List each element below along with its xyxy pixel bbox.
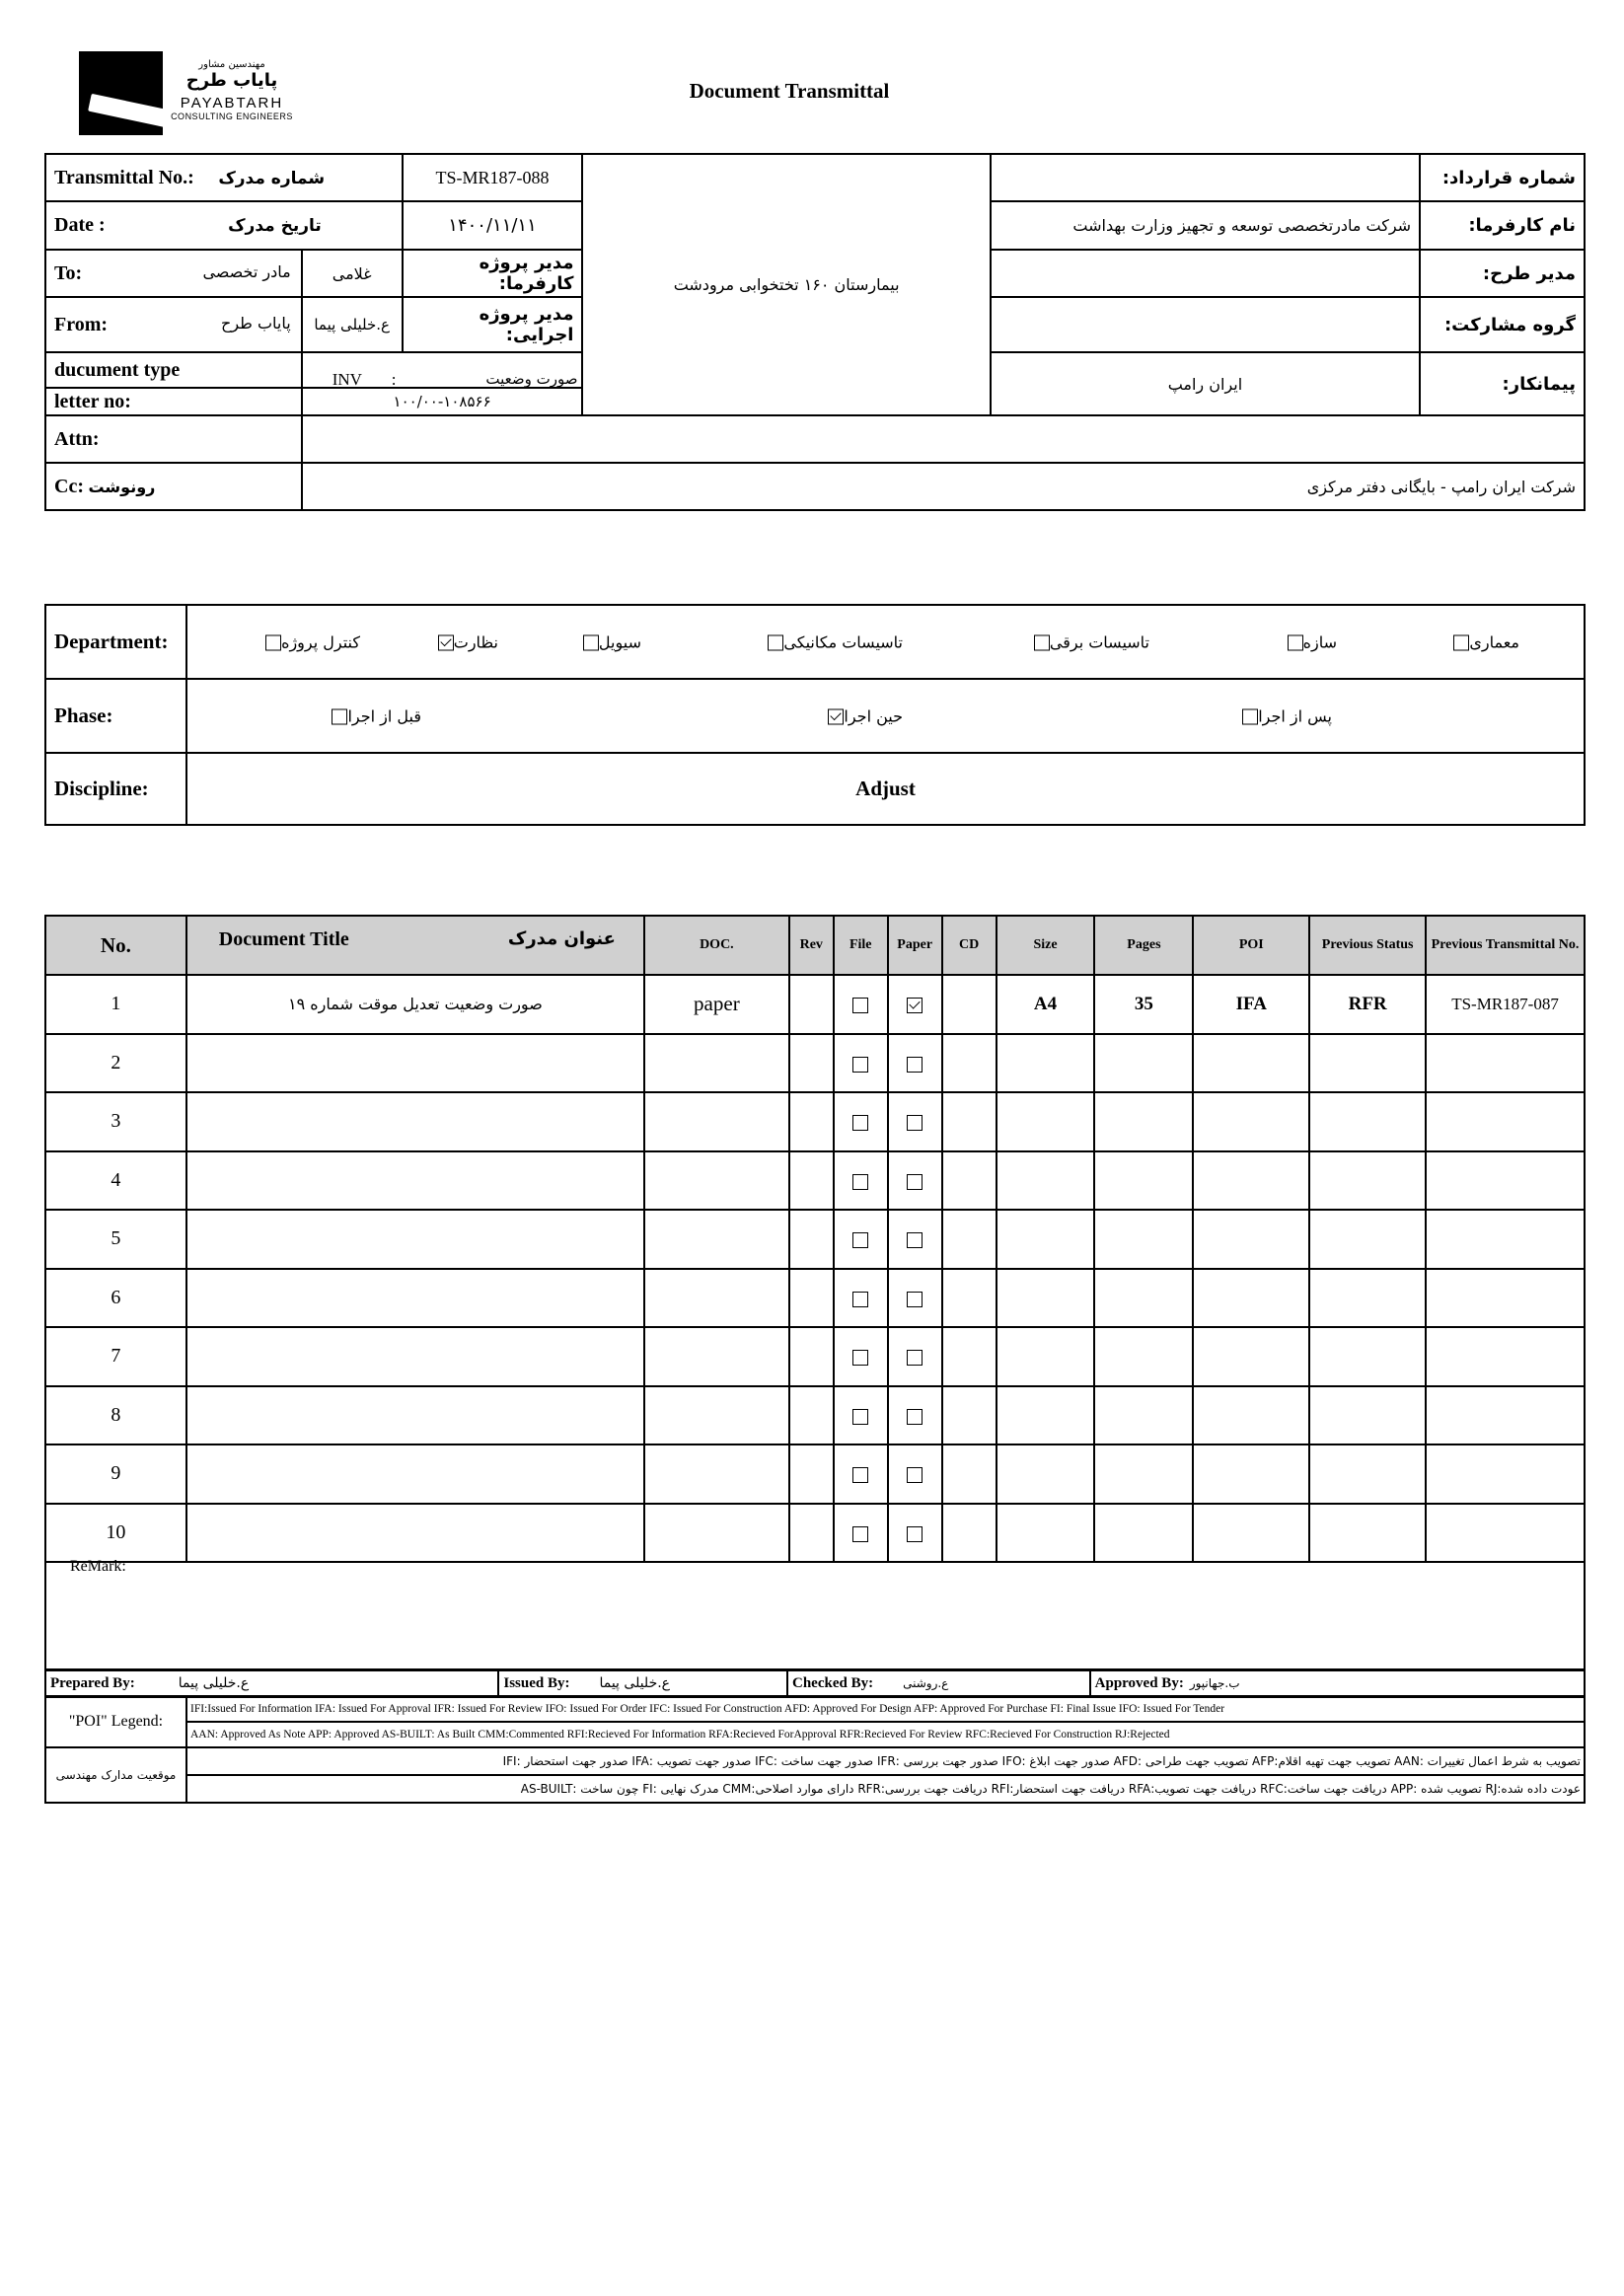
department-option-structure[interactable]: [1278, 632, 1337, 651]
column-header-doc: DOC.: [644, 916, 789, 975]
cell-paper[interactable]: [888, 1210, 942, 1269]
checkbox-icon[interactable]: [852, 1467, 868, 1483]
department-option-civil[interactable]: [573, 632, 641, 651]
option-label: حین اجرا: [844, 706, 903, 725]
checkbox-icon[interactable]: [768, 635, 783, 651]
cell-pages: [1094, 1269, 1193, 1328]
cell-rev: [789, 1444, 834, 1504]
table-row: [45, 1034, 1585, 1093]
department-label: Department:: [45, 605, 186, 679]
column-header-cd: CD: [942, 916, 997, 975]
to-person-label: مدیر پروژه کارفرما:: [403, 250, 583, 297]
cell-poi: [1193, 1151, 1309, 1211]
to-label: To:: [54, 261, 83, 284]
attn-value: [302, 415, 1585, 463]
employer-value: شرکت مادرتخصصی توسعه و تجهیز وزارت بهداشت: [991, 201, 1420, 250]
cell-poi: IFA: [1193, 975, 1309, 1034]
from-person: ع.خلیلی پیما: [302, 297, 403, 352]
cell-prev-status: [1309, 1151, 1426, 1211]
cell-no: 7: [45, 1327, 186, 1386]
cell-size: [997, 1151, 1095, 1211]
cell-file[interactable]: [834, 1210, 888, 1269]
cell-title: [186, 1151, 644, 1211]
checkbox-icon[interactable]: [828, 709, 844, 725]
table-row: [45, 1151, 1585, 1211]
checkbox-icon[interactable]: [852, 998, 868, 1013]
cell-cd: [942, 1151, 997, 1211]
prepared-by-label: Prepared By:: [50, 1675, 135, 1691]
cell-pages: 35: [1094, 975, 1193, 1034]
table-row: [45, 1444, 1585, 1504]
cell-paper[interactable]: [888, 1386, 942, 1445]
cell-prev-status: [1309, 1327, 1426, 1386]
cell-doc: [644, 1210, 789, 1269]
checkbox-icon[interactable]: [852, 1057, 868, 1073]
cell-file[interactable]: [834, 975, 888, 1034]
approved-by-cell: [1090, 1670, 1585, 1697]
cell-pages: [1094, 1386, 1193, 1445]
cell-rev: [789, 1386, 834, 1445]
table-row: [45, 1327, 1585, 1386]
checkbox-icon[interactable]: [907, 1526, 923, 1542]
project-name: بیمارستان ۱۶۰ تختخوابی مرودشت: [582, 154, 990, 415]
cell-file[interactable]: [834, 1269, 888, 1328]
cell-doc: paper: [644, 975, 789, 1034]
cell-poi: [1193, 1386, 1309, 1445]
from-label: From:: [54, 313, 109, 335]
checkbox-icon[interactable]: [1288, 635, 1303, 651]
checkbox-icon[interactable]: [852, 1292, 868, 1307]
cc-label: Cc:: [54, 475, 84, 497]
cell-prev-transmittal: [1426, 1092, 1585, 1151]
checkbox-icon[interactable]: [852, 1174, 868, 1190]
doc-type-code: INV: [332, 370, 362, 389]
checkbox-icon[interactable]: [907, 998, 923, 1013]
checkbox-icon[interactable]: [907, 1467, 923, 1483]
cell-paper[interactable]: [888, 1151, 942, 1211]
phase-label: Phase:: [45, 679, 186, 753]
checkbox-icon[interactable]: [1242, 709, 1258, 725]
cell-no: 5: [45, 1210, 186, 1269]
contract-no-label: شماره قرارداد:: [1420, 154, 1585, 201]
legend-table: [44, 1695, 1586, 1804]
issued-by-label: Issued By:: [503, 1675, 570, 1691]
poi-legend-label: "POI" Legend:: [45, 1696, 186, 1747]
department-option-supervision[interactable]: [428, 632, 498, 651]
from-person-label: مدیر پروژه اجرایی:: [403, 297, 583, 352]
date-cell: [45, 201, 403, 250]
cell-file[interactable]: [834, 1444, 888, 1504]
option-label: قبل از اجرا: [347, 706, 421, 725]
letter-no-label: letter no:: [45, 388, 302, 415]
phase-options: [186, 679, 1585, 753]
cell-poi: [1193, 1210, 1309, 1269]
checkbox-icon[interactable]: [907, 1057, 923, 1073]
cell-cd: [942, 1210, 997, 1269]
plan-manager-value: [991, 250, 1420, 297]
checked-by-value: ع.روشنی: [903, 1676, 949, 1690]
contractor-label: پیمانکار:: [1420, 352, 1585, 415]
cell-file[interactable]: [834, 1092, 888, 1151]
company-logo-text: [163, 59, 301, 121]
to-cell: [45, 250, 302, 297]
checkbox-icon[interactable]: [332, 709, 347, 725]
cell-rev: [789, 1269, 834, 1328]
plan-manager-label: مدیر طرح:: [1420, 250, 1585, 297]
cell-poi: [1193, 1034, 1309, 1093]
company-logo-mark: [79, 51, 163, 135]
cell-prev-status: [1309, 1034, 1426, 1093]
table-row: [45, 1386, 1585, 1445]
cell-doc: [644, 1151, 789, 1211]
cell-title: [186, 1092, 644, 1151]
checkbox-icon[interactable]: [852, 1232, 868, 1248]
cell-prev-transmittal: [1426, 1034, 1585, 1093]
from-cell: [45, 297, 302, 352]
date-value: ۱۴۰۰/۱۱/۱۱: [403, 201, 583, 250]
classification-table: [44, 604, 1586, 826]
cell-prev-transmittal: TS-MR187-087: [1426, 975, 1585, 1034]
contractor-value: ایران رامپ: [991, 352, 1420, 415]
cell-no: 3: [45, 1092, 186, 1151]
prepared-by-cell: [45, 1670, 498, 1697]
phase-option-before[interactable]: [322, 706, 421, 725]
cc-cell: [45, 463, 302, 510]
department-option-mechanical[interactable]: [758, 632, 903, 651]
cell-no: 8: [45, 1386, 186, 1445]
checked-by-label: Checked By:: [792, 1675, 874, 1691]
doc-type-value-cell: [302, 352, 583, 388]
cell-rev: [789, 1092, 834, 1151]
page-title: Document Transmittal: [689, 79, 890, 103]
cell-poi: [1193, 1092, 1309, 1151]
partner-value: [991, 297, 1420, 352]
cell-prev-status: [1309, 1092, 1426, 1151]
prepared-by-value: ع.خلیلی پیما: [178, 1675, 250, 1691]
issued-by-cell: [498, 1670, 787, 1697]
table-header-row: [45, 916, 1585, 975]
cell-title: صورت وضعیت تعدیل موقت شماره ۱۹: [186, 975, 644, 1034]
cell-pages: [1094, 1151, 1193, 1211]
cc-label-fa: رونوشت: [88, 477, 156, 496]
status-legend-line-1: تصویب به شرط اعمال تغییرات :AAN تصویب جهت تهیه اقلام:AFP تصویب جهت طراحی :AFD صدور جهت ابلاغ :IFO صدور جهت بررسی :IFR صدور جهت ساخت :IFC صدور جهت تصویب :IFA صدور جهت استحضار :IFI: [186, 1747, 1585, 1775]
department-option-architecture[interactable]: [1443, 632, 1519, 651]
document-list-table: [44, 915, 1586, 1563]
column-header-prev-transmittal: Previous Transmittal No.: [1426, 916, 1585, 975]
cell-no: 6: [45, 1269, 186, 1328]
column-header-prev-status: Previous Status: [1309, 916, 1426, 975]
cell-prev-status: RFR: [1309, 975, 1426, 1034]
department-options: [186, 605, 1585, 679]
status-legend-label: موقعیت مدارک مهندسی: [45, 1747, 186, 1803]
attn-label: Attn:: [45, 415, 302, 463]
cell-prev-transmittal: [1426, 1210, 1585, 1269]
cell-pages: [1094, 1210, 1193, 1269]
cell-poi: [1193, 1444, 1309, 1504]
cell-paper[interactable]: [888, 1092, 942, 1151]
transmittal-no-label: Transmittal No.:: [54, 166, 194, 188]
column-header-rev: Rev: [789, 916, 834, 975]
column-header-no: No.: [45, 916, 186, 975]
checkbox-icon[interactable]: [907, 1350, 923, 1366]
cell-cd: [942, 1269, 997, 1328]
cell-doc: [644, 1034, 789, 1093]
table-row: [45, 1269, 1585, 1328]
phase-option-after[interactable]: [1232, 706, 1332, 725]
cell-no: 10: [45, 1504, 186, 1563]
department-option-electrical[interactable]: [1024, 632, 1149, 651]
table-row: [45, 975, 1585, 1034]
cell-paper[interactable]: [888, 975, 942, 1034]
to-person: غلامی: [302, 250, 403, 297]
logo-subtitle-fa: مهندسین مشاور: [198, 59, 265, 70]
transmittal-header-table: [44, 153, 1586, 511]
cell-cd: [942, 1386, 997, 1445]
cell-title: [186, 1210, 644, 1269]
checked-by-cell: [787, 1670, 1090, 1697]
checkbox-icon[interactable]: [907, 1232, 923, 1248]
cell-size: [997, 1386, 1095, 1445]
option-label: تاسیسات برقی: [1049, 632, 1149, 651]
cell-file[interactable]: [834, 1386, 888, 1445]
employer-label: نام کارفرما:: [1420, 201, 1585, 250]
option-label: نظارت: [453, 632, 498, 651]
cell-poi: [1193, 1269, 1309, 1328]
cell-cd: [942, 1092, 997, 1151]
letter-no-value: ۱۰۰/۰۰-۱۰۸۵۶۶: [302, 388, 583, 415]
date-label-fa: تاریخ مدرک: [228, 216, 322, 236]
cell-prev-status: [1309, 1444, 1426, 1504]
partner-label: گروه مشارکت:: [1420, 297, 1585, 352]
checkbox-icon[interactable]: [1034, 635, 1050, 651]
cell-no: 2: [45, 1034, 186, 1093]
document-rows: [45, 975, 1585, 1562]
department-option-project-control[interactable]: [256, 632, 360, 651]
cell-cd: [942, 1034, 997, 1093]
cell-title: [186, 1327, 644, 1386]
cell-file[interactable]: [834, 1034, 888, 1093]
cell-prev-status: [1309, 1210, 1426, 1269]
cell-pages: [1094, 1327, 1193, 1386]
cell-title: [186, 1269, 644, 1328]
cell-doc: [644, 1269, 789, 1328]
cell-file[interactable]: [834, 1151, 888, 1211]
option-label: سازه: [1302, 632, 1337, 651]
checkbox-icon[interactable]: [438, 635, 454, 651]
cell-poi: [1193, 1327, 1309, 1386]
cell-size: [997, 1092, 1095, 1151]
logo-name-fa: پایاب طرح: [185, 70, 278, 91]
column-header-poi: POI: [1193, 916, 1309, 975]
title-header-fa: عنوان مدرک: [507, 928, 616, 949]
poi-legend-line-1: IFI:Issued For Information IFA: Issued For Approval IFR: Issued For Review IFO: Issued For Order IFC: Issued For Construction AFD: Approved For Design AFP: Approved For Purchase FI: Final Issue IFO: Issued For Tender: [186, 1696, 1585, 1722]
cell-pages: [1094, 1092, 1193, 1151]
column-header-pages: Pages: [1094, 916, 1193, 975]
option-label: تاسیسات مکانیکی: [783, 632, 903, 651]
remark-label: ReMark:: [70, 1558, 126, 1575]
date-label: Date :: [54, 214, 106, 236]
transmittal-no-cell: [45, 154, 403, 201]
cell-pages: [1094, 1034, 1193, 1093]
approved-by-label: Approved By:: [1094, 1675, 1184, 1691]
cell-rev: [789, 975, 834, 1034]
cc-value: شرکت ایران رامپ - بایگانی دفتر مرکزی: [302, 463, 1585, 510]
issued-by-value: ع.خلیلی پیما: [599, 1675, 671, 1691]
cell-doc: [644, 1327, 789, 1386]
column-header-file: File: [834, 916, 888, 975]
option-label: معماری: [1469, 632, 1519, 651]
status-legend-line-2: عودت داده شده:RJ تصویب شده :APP دریافت جهت ساخت:RFC دریافت جهت تصویب:RFA دریافت جهت استحضار:RFI دریافت جهت بررسی:RFR دارای موارد اصلاحی:CMM مدرک نهایی :FI چون ساخت :AS-BUILT: [186, 1775, 1585, 1803]
cell-size: A4: [997, 975, 1095, 1034]
cell-prev-transmittal: [1426, 1327, 1585, 1386]
cell-no: 1: [45, 975, 186, 1034]
table-row: [45, 1092, 1585, 1151]
doc-type-separator: :: [391, 370, 397, 389]
table-row: [45, 1210, 1585, 1269]
logo-name-en: PAYABTARH: [180, 95, 284, 111]
cell-size: [997, 1444, 1095, 1504]
checkbox-icon[interactable]: [852, 1115, 868, 1131]
cell-rev: [789, 1151, 834, 1211]
phase-option-during[interactable]: [818, 706, 903, 725]
checkbox-icon[interactable]: [907, 1174, 923, 1190]
cell-pages: [1094, 1444, 1193, 1504]
cell-cd: [942, 1327, 997, 1386]
logo-subtitle-en: CONSULTING ENGINEERS: [171, 111, 293, 121]
cell-size: [997, 1269, 1095, 1328]
cell-rev: [789, 1034, 834, 1093]
remark-box[interactable]: [44, 1554, 1586, 1670]
cell-prev-transmittal: [1426, 1269, 1585, 1328]
cell-paper[interactable]: [888, 1444, 942, 1504]
option-label: سیویل: [598, 632, 641, 651]
cell-cd: [942, 1444, 997, 1504]
cell-file[interactable]: [834, 1327, 888, 1386]
discipline-value: Adjust: [186, 753, 1585, 825]
approved-by-value: ب.جهانپور: [1189, 1676, 1240, 1690]
cell-prev-status: [1309, 1269, 1426, 1328]
to-value: مادر تخصصی: [202, 261, 291, 281]
checkbox-icon[interactable]: [907, 1115, 923, 1131]
cell-title: [186, 1386, 644, 1445]
transmittal-no-label-fa: شماره مدرک: [218, 168, 326, 188]
cell-prev-transmittal: [1426, 1151, 1585, 1211]
cell-size: [997, 1210, 1095, 1269]
cell-paper[interactable]: [888, 1327, 942, 1386]
cell-no: 9: [45, 1444, 186, 1504]
cell-prev-transmittal: [1426, 1444, 1585, 1504]
checkbox-icon[interactable]: [907, 1409, 923, 1425]
checkbox-icon[interactable]: [583, 635, 599, 651]
checkbox-icon[interactable]: [852, 1526, 868, 1542]
cell-doc: [644, 1386, 789, 1445]
option-label: کنترل پروژه: [281, 632, 360, 651]
poi-legend-line-2: AAN: Approved As Note APP: Approved AS-BUILT: As Built CMM:Commented RFI:Recieved For Information RFA:Recieved ForApproval RFR:Recieved For Review RFC:Recieved For Construction RJ:Rejected: [186, 1722, 1585, 1747]
contract-no-value: [991, 154, 1420, 201]
cell-doc: [644, 1092, 789, 1151]
cell-rev: [789, 1210, 834, 1269]
title-header-en: Document Title: [218, 928, 349, 950]
cell-title: [186, 1444, 644, 1504]
cell-prev-status: [1309, 1386, 1426, 1445]
checkbox-icon[interactable]: [852, 1350, 868, 1366]
cell-rev: [789, 1327, 834, 1386]
signature-table: [44, 1669, 1586, 1698]
discipline-label: Discipline:: [45, 753, 186, 825]
checkbox-icon[interactable]: [1453, 635, 1469, 651]
cell-title: [186, 1034, 644, 1093]
checkbox-icon[interactable]: [265, 635, 281, 651]
cell-doc: [644, 1444, 789, 1504]
checkbox-icon[interactable]: [852, 1409, 868, 1425]
cell-paper[interactable]: [888, 1034, 942, 1093]
cell-size: [997, 1327, 1095, 1386]
doc-type-fa: صورت وضعیت: [485, 370, 578, 388]
column-header-size: Size: [997, 916, 1095, 975]
cell-no: 4: [45, 1151, 186, 1211]
column-header-title: [186, 916, 644, 975]
cell-size: [997, 1034, 1095, 1093]
cell-prev-transmittal: [1426, 1386, 1585, 1445]
cell-cd: [942, 975, 997, 1034]
cell-paper[interactable]: [888, 1269, 942, 1328]
doc-type-label: ducument type: [45, 352, 302, 388]
from-value: پایاب طرح: [221, 313, 291, 333]
transmittal-no-value: TS-MR187-088: [403, 154, 583, 201]
option-label: پس از اجرا: [1258, 706, 1332, 725]
checkbox-icon[interactable]: [907, 1292, 923, 1307]
column-header-paper: Paper: [888, 916, 942, 975]
